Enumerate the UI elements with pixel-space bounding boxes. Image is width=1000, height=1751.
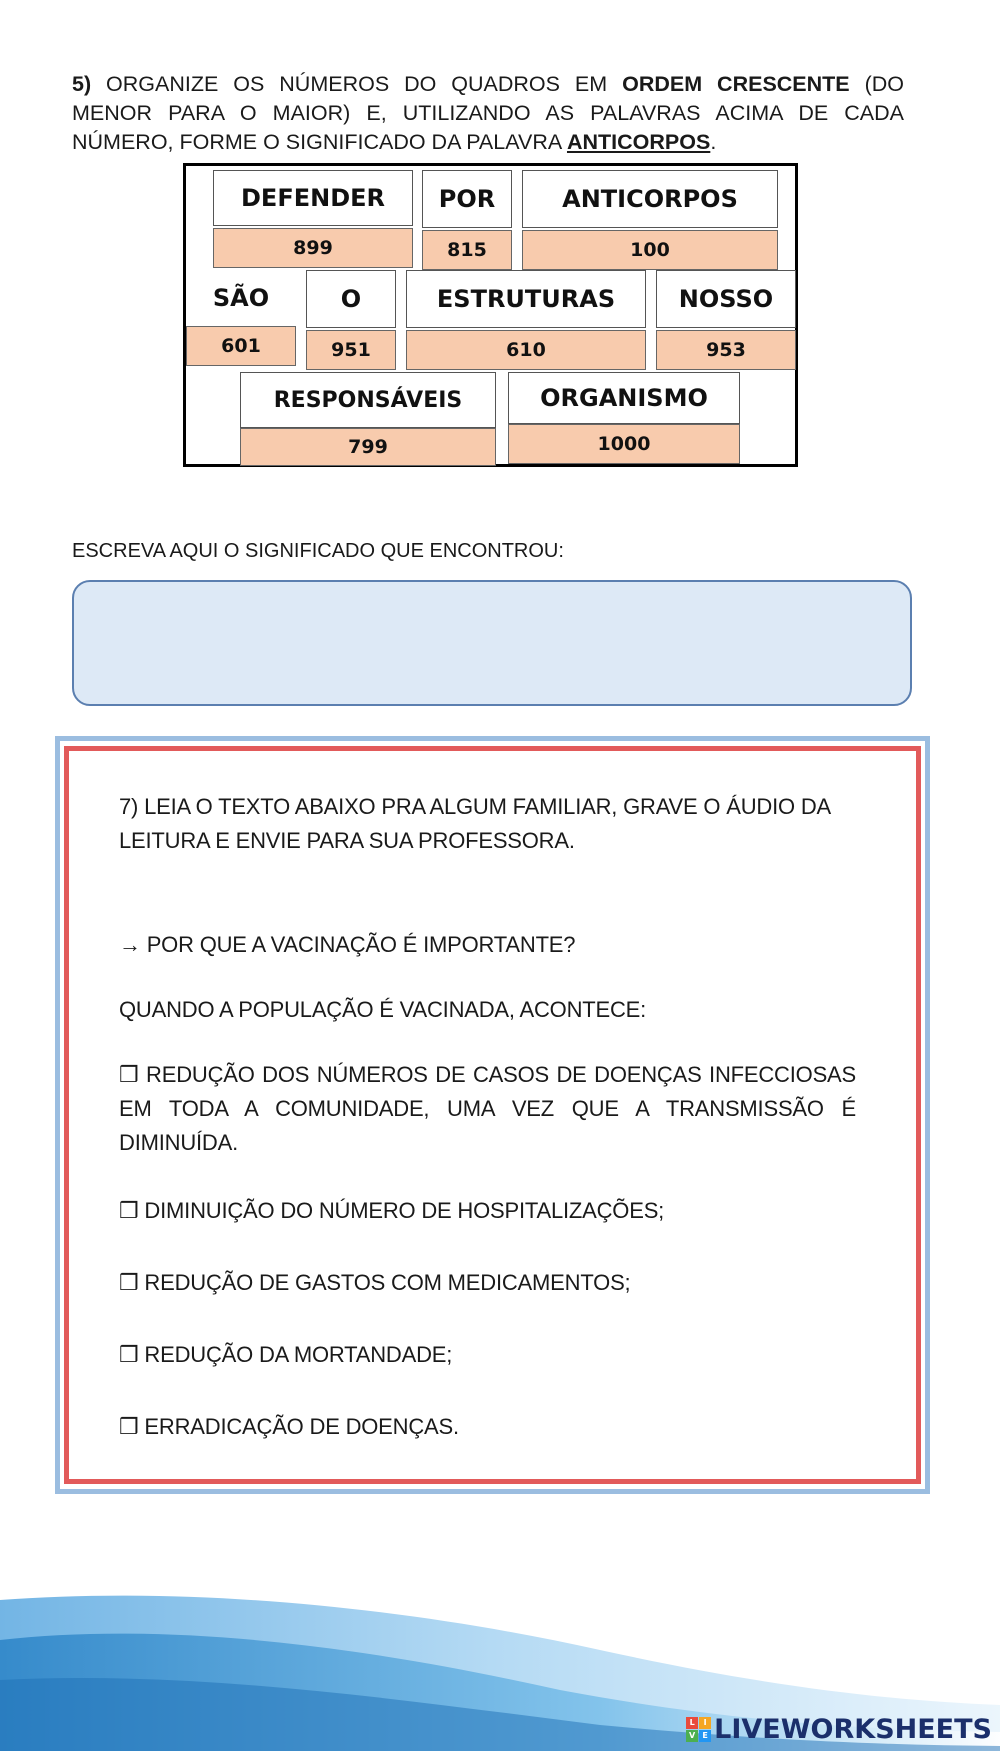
card-word: ORGANISMO xyxy=(508,372,740,424)
card-organismo xyxy=(508,372,740,464)
card-word: DEFENDER xyxy=(213,170,413,226)
card-responsaveis xyxy=(240,372,496,466)
card-number: 953 xyxy=(656,330,796,370)
instruction-keyword: ANTICORPOS xyxy=(566,130,711,154)
instruction-text-cont: (DO MENOR PARA O MAIOR) E, UTILIZANDO AS PALAVRAS ACIMA DE CADA NÚMERO, FORME O SIGNIFICADO DA PALAVRA xyxy=(72,72,904,154)
word-number-puzzle xyxy=(183,163,798,467)
card-word: ANTICORPOS xyxy=(522,170,778,228)
instruction-period: . xyxy=(710,130,717,154)
question-7-lead: QUANDO A POPULAÇÃO É VACINADA, ACONTECE: xyxy=(119,997,647,1022)
card-number: 899 xyxy=(213,228,413,268)
instruction-text: ORGANIZE OS NÚMEROS DO QUADROS EM xyxy=(91,72,623,96)
brand-logo-icon xyxy=(686,1717,711,1742)
question-5-instructions xyxy=(72,70,904,157)
card-sao xyxy=(186,270,296,366)
card-nosso xyxy=(656,270,796,370)
card-word: RESPONSÁVEIS xyxy=(240,372,496,428)
logo-letter: E xyxy=(699,1730,711,1742)
card-number: 799 xyxy=(240,428,496,466)
card-number: 951 xyxy=(306,330,396,370)
benefit-item: ❒ REDUÇÃO DOS NÚMEROS DE CASOS DE DOENÇAS INFECCIOSAS EM TODA A COMUNIDADE, UMA VEZ QUE A TRANSMISSÃO É DIMINUÍDA. xyxy=(119,1062,856,1155)
logo-letter: L xyxy=(686,1717,698,1729)
logo-letter: I xyxy=(699,1717,711,1729)
card-estruturas xyxy=(406,270,646,370)
card-number: 601 xyxy=(186,326,296,366)
logo-letter: V xyxy=(686,1730,698,1742)
liveworksheets-brand xyxy=(686,1714,992,1745)
card-word: POR xyxy=(422,170,512,228)
card-word: O xyxy=(306,270,396,328)
benefit-item: ❒ ERRADICAÇÃO DE DOENÇAS. xyxy=(119,1414,459,1439)
card-number: 1000 xyxy=(508,424,740,464)
card-word: NOSSO xyxy=(656,270,796,328)
card-defender xyxy=(213,170,413,268)
card-word: SÃO xyxy=(186,270,296,326)
answer-input-box[interactable] xyxy=(72,580,912,706)
card-word: ESTRUTURAS xyxy=(406,270,646,328)
instruction-emphasis: ORDEM CRESCENTE xyxy=(622,72,850,96)
card-por xyxy=(422,170,512,270)
benefit-item: ❒ REDUÇÃO DE GASTOS COM MEDICAMENTOS; xyxy=(119,1270,631,1295)
question-number: 5) xyxy=(72,72,92,96)
card-anticorpos xyxy=(522,170,778,270)
benefit-item: ❒ REDUÇÃO DA MORTANDADE; xyxy=(119,1342,453,1367)
answer-prompt: ESCREVA AQUI O SIGNIFICADO QUE ENCONTROU: xyxy=(72,540,564,562)
card-number: 100 xyxy=(522,230,778,270)
card-number: 610 xyxy=(406,330,646,370)
card-number: 815 xyxy=(422,230,512,270)
brand-text: LIVEWORKSHEETS xyxy=(714,1714,992,1745)
benefit-item: ❒ DIMINUIÇÃO DO NÚMERO DE HOSPITALIZAÇÕES; xyxy=(119,1198,665,1223)
card-o xyxy=(306,270,396,370)
question-7-heading: → POR QUE A VACINAÇÃO É IMPORTANTE? xyxy=(119,932,576,957)
question-7-content xyxy=(119,790,856,1444)
question-7-intro: 7) LEIA O TEXTO ABAIXO PRA ALGUM FAMILIAR, GRAVE O ÁUDIO DA LEITURA E ENVIE PARA SUA PROFESSORA. xyxy=(119,794,830,853)
